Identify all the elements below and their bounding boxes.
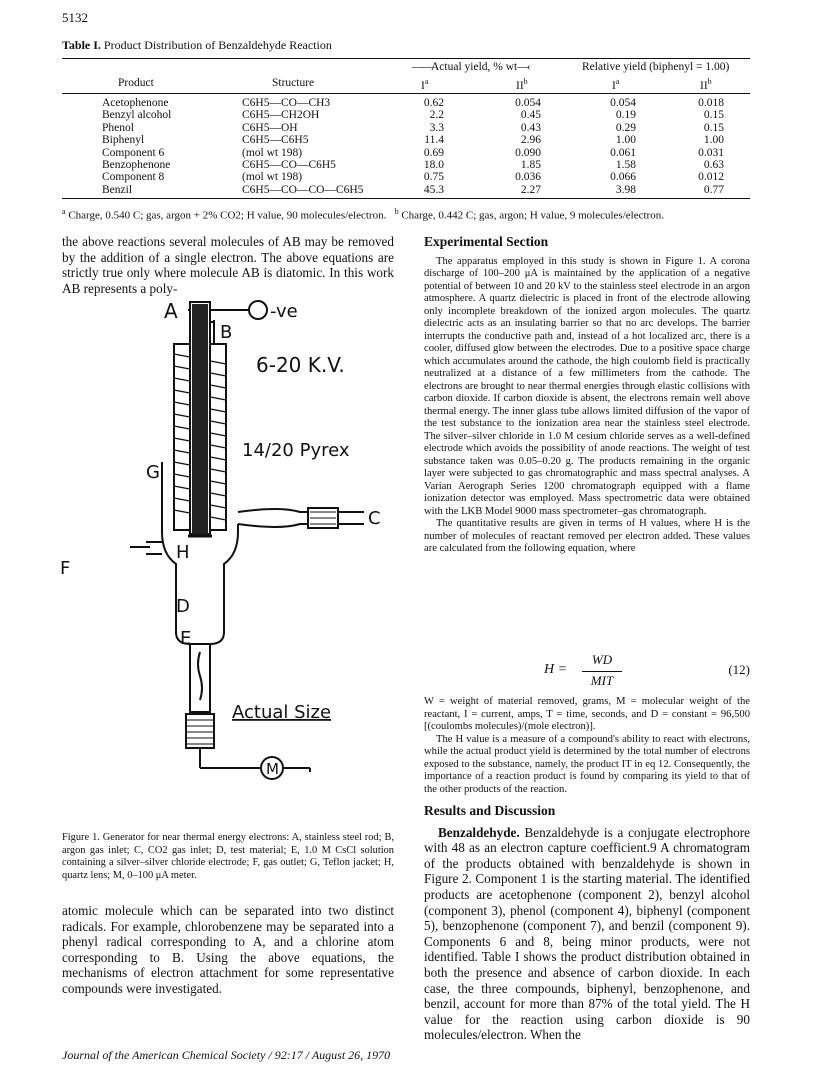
table-cell-product: Biphenyl [102, 134, 145, 147]
col-header-product: Product [118, 77, 154, 89]
experimental-para2: The quantitative results are given in terms of H values, where H is the number of molecules of reactant removed per electron added. These values are calculated from the following equation, where [424, 518, 750, 555]
table-cell-value: 0.69 [423, 146, 444, 159]
table-cell-value: 0.19 [615, 109, 636, 122]
col-header-relative-I: $I^a$ [612, 77, 620, 92]
table-header-rule [62, 93, 750, 94]
table-cell-value: 0.29 [615, 121, 636, 134]
results-heading: Results and Discussion [424, 803, 556, 818]
table-cell-value: 11.4 [424, 134, 444, 147]
table-cell-value: 0.018 [698, 97, 724, 109]
label-M: M [266, 760, 279, 778]
table-cell-structure: C6H5—OH [242, 121, 298, 134]
label-H: H [176, 542, 190, 563]
label-F: F [60, 558, 71, 579]
col-header-actual-I: $I^a$ [421, 77, 429, 92]
journal-footer: Journal of the American Chemical Society / 92:17 / August 26, 1970 [62, 1048, 391, 1062]
table-cell-structure: C6H5—CO—CH3 [242, 97, 331, 109]
table-cell-structure: (mol wt 198) [242, 146, 303, 159]
experimental-para4: The H value is a measure of a compound's ability to react with electrons, while the actual product yield is determined by the total number of electrons exposed to the substance, namely, the product IT in eq 12. Consequently, the importance of a reaction product is found by comparing its yield to that of the other products of the reaction. [424, 733, 750, 795]
equation-number: (12) [728, 662, 750, 677]
table-cell-value: 2.96 [520, 134, 541, 147]
table-cell-value: 0.066 [610, 171, 636, 184]
table-cell-structure: C6H5—C6H5 [242, 134, 309, 147]
table-cell-value: 0.054 [610, 97, 636, 109]
results-section [424, 803, 750, 1043]
table-cell-value: 45.3 [423, 183, 444, 196]
experimental-heading: Experimental Section [424, 234, 549, 249]
table-cell-value: 3.98 [615, 183, 636, 196]
table-cell-value: 0.036 [515, 171, 541, 184]
table-cell-product: Acetophenone [102, 97, 169, 109]
label-E: E [180, 628, 192, 649]
experimental-para1: The apparatus employed in this study is shown in Figure 1. A corona discharge of 100–200 μA is maintained by the application of a negative potential of between 10 and 20 kV to the stainless steel electrode in an argon atmosphere. A quartz dielectric is placed in front of the electrode allowing only incomplete breakdown of the ionized argon molecules. The quartz dielectric acts as an insulating barrier so that no arc develops. The barrier interrupts the conductive path and, instead of a hot localized arc, there is a cooler, diffused glow between the electrodes. Due to a positive space charge which accumulates around the cathode, the high coulomb field is practically neutralized at a distance of a few millimeters from the cathode. The electrons are brought to near thermal energies through elastic collisions with carbon dioxide. If carbon dioxide is absent, the electrons remain well above thermal energy. The inner glass tube allows limited diffusion of the vapor of the test substance to the ionization area near the stainless steel electrode. The silver–silver chloride in 1.0 M cesium chloride serves as a well-defined electrode which avoids the possibility of anode reactions. The weight of test substance taken was 0.05–0.20 g. The products remaining in the organic layer were subjected to gas chromatographic and mass spectral analyses. A Varian Aerograph Series 1200 chromatograph equipped with a flame ionization detector was employed. Mass spectrometric data were obtained with the LKB Model 9000 mass spectrometer–gas chromatograph. [424, 255, 750, 517]
label-actual-size: Actual Size [232, 702, 332, 723]
table-cell-value: 0.75 [423, 171, 444, 184]
group-header-actual: ——Actual yield, % wt—‹ [412, 61, 529, 73]
table-cell-value: 1.58 [615, 159, 636, 171]
table-cell-value: 0.15 [703, 121, 724, 134]
table-footnotes: $^a$ Charge, 0.540 C; gas, argon + 2% CO2; H value, 90 molecules/electron. $^b$ Charge, 0.442 C; gas, argon; H value, 9 molecules/electron. [62, 207, 664, 222]
left-column-bottom-text: atomic molecule which can be separated into two distinct radicals. For example, chlorobenzene may be separated into a phenyl radical corresponding to A, and a chlorine atom corresponding to B. Using the above equations, the mechanisms of electron attachment for some representative compounds were investigated. [62, 903, 394, 996]
experimental-para3: W = weight of material removed, grams, M = molecular weight of the reactant, I = current, amps, T = time, seconds, and D = constant = 96,500 [(coulombs molecules)/(mole electron)]. [424, 696, 750, 732]
label-voltage: 6-20 K.V. [256, 353, 345, 377]
table-cell-structure: C6H5—CO—C6H5 [242, 159, 336, 171]
table-cell-value: 0.012 [698, 171, 724, 184]
experimental-section [424, 234, 750, 556]
table-cell-value: 0.090 [515, 146, 541, 159]
col-header-relative-II: $II^b$ [700, 77, 712, 92]
label-D: D [176, 596, 190, 617]
equation-lhs: H = [544, 662, 568, 677]
table-title [62, 38, 332, 53]
table-title-text: Product Distribution of Benzaldehyde Reaction [103, 38, 332, 52]
table-cell-value: 1.85 [520, 159, 541, 171]
table-cell-value: 0.63 [703, 159, 724, 171]
group-header-relative: Relative yield (biphenyl = 1.00) [582, 61, 730, 73]
table-cell-structure: C6H5—CH2OH [242, 109, 320, 122]
label-B: B [220, 322, 233, 343]
figure-caption: Figure 1. Generator for near thermal energy electrons: A, stainless steel rod; B, argon gas inlet; C, CO2 gas inlet; D, test material; E, 1.0 M CsCl solution containing a silver–silver chloride electrode; F, gas outlet; G, Teflon jacket; H, quartz lens; M, 0–100 μA meter. [62, 832, 394, 881]
table-cell-structure: C6H5—CO—CO—C6H5 [242, 183, 364, 196]
table-cell-value: 0.054 [515, 97, 541, 109]
table-cell-product: Component 8 [102, 171, 165, 184]
apparatus-figure [60, 292, 390, 778]
left-column-top-text: the above reactions several molecules of AB may be removed by the addition of a single electron. The above equations are strictly true only where molecule AB is diatomic. In this work AB represents a poly- [62, 234, 394, 296]
table-cell-value: 0.061 [610, 146, 636, 159]
col-header-structure: Structure [272, 77, 315, 89]
footnote-b: Charge, 0.442 C; gas, argon; H value, 9 molecules/electron. [401, 209, 664, 222]
table-cell-value: 2.2 [429, 109, 444, 122]
table-cell-value: 0.62 [423, 97, 444, 109]
table-cell-value: 2.27 [520, 183, 541, 196]
label-G: G [146, 462, 160, 483]
table-cell-product: Benzophenone [102, 159, 171, 171]
table-cell-product: Phenol [102, 121, 134, 134]
table-cell-value: 1.00 [615, 134, 636, 147]
table-label: Table I. [62, 38, 101, 52]
equation-numerator: WD [591, 652, 613, 667]
label-neg: -ve [270, 301, 298, 322]
table-top-rule [62, 58, 750, 59]
label-pyrex: 14/20 Pyrex [242, 440, 350, 461]
table-bottom-rule [62, 198, 750, 199]
table-cell-value: 18.0 [423, 159, 444, 171]
results-lead: Benzaldehyde. [438, 824, 520, 840]
table-cell-value: 3.3 [429, 121, 444, 134]
table-cell-value: 0.43 [520, 121, 541, 134]
table-cell-product: Benzyl alcohol [102, 109, 172, 122]
table-cell-structure: (mol wt 198) [242, 171, 303, 184]
equation-12 [424, 652, 750, 692]
table-cell-product: Component 6 [102, 146, 165, 159]
footnote-a: Charge, 0.540 C; gas, argon + 2% CO2; H value, 90 molecules/electron. [68, 209, 387, 222]
label-C: C [368, 508, 381, 529]
col-header-actual-II: $II^b$ [516, 77, 528, 92]
table-cell-value: 0.45 [520, 109, 541, 122]
experimental-continued [424, 696, 750, 796]
fraction-bar [582, 671, 622, 672]
label-A: A [164, 299, 178, 323]
table-cell-product: Benzil [102, 183, 133, 196]
table-cell-value: 0.77 [703, 183, 724, 196]
equation-denominator: MIT [590, 673, 614, 688]
table-cell-value: 0.15 [703, 109, 724, 122]
table-cell-value: 0.031 [698, 146, 724, 159]
results-body: Benzaldehyde is a conjugate electrophore with 48 as an electron capture coefficient.9 A chromatogram of the products obtained with benzaldehyde is shown in Figure 2. Component 1 is the starting material. The identified products are acetophenone (component 2), benzyl alcohol (component 3), phenol (component 4), biphenyl (component 5), benzophenone (component 7), and benzil (component 9). Components 6 and 8, being minor products, were not identified. Table I shows the product distribution obtained in both the presence and absence of carbon dioxide. In each case, the three compounds, biphenyl, benzophenone, and benzil, account for more than 87% of the total yield. The H value for the reaction using carbon dioxide is 90 molecules/electron. When the [424, 824, 750, 1043]
page-number: 5132 [62, 10, 88, 25]
table-cell-value: 1.00 [703, 134, 724, 147]
